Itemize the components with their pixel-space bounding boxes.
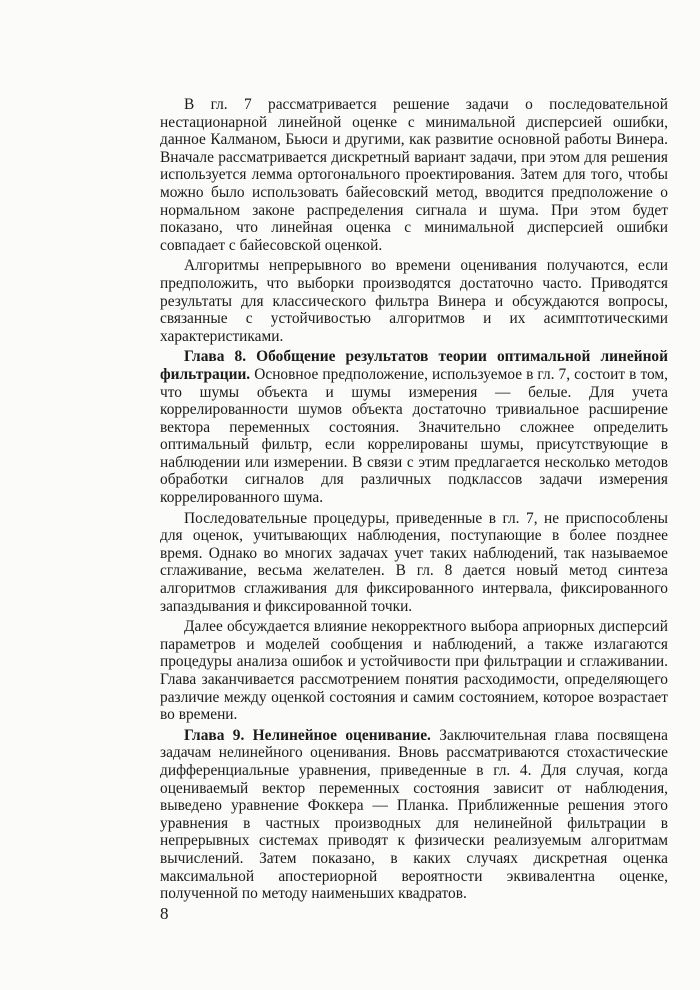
paragraph-ch9-heading: Глава 9. Нелинейное оценивание. Заключительная глава посвящена задачам нелинейного оценивания. Вновь рассматриваются стохастические дифференциальные уравнения, приведенные в гл. 4. Для случая, когда оцениваемый вектор переменных состояния зависит от наблюдения, выведено уравнение Фоккера — Планка. Приближенные решения этого уравнения в частных производных для нелинейной фильтрации в непрерывных системах приводят к физически реализуемым алгоритмам вычислений. Затем показано, в каких случаях дискретная оценка максимальной апостериорной вероятности эквивалентна оценке, полученной по методу наименьших квадратов. [160, 726, 668, 903]
paragraph-smoothing: Последовательные процедуры, приведенные в гл. 7, не приспособлены для оценок, учитывающих наблюдения, поступающие в более позднее время. Однако во многих задачах учет таких наблюдений, так называемое сглаживание, весьма желателен. В гл. 8 дается новый метод синтеза алгоритмов сглаживания для фиксированного интервала, фиксированного запаздывания и фиксированной точки. [160, 509, 668, 615]
paragraph-ch7-intro: В гл. 7 рассматривается решение задачи о последовательной нестационарной линейной оценке с минимальной дисперсией ошибки, данное Калманом, Бьюси и другими, как развитие основной работы Винера. Вначале рассматривается дискретный вариант задачи, при этом для решения используется лемма ортогонального проектирования. Затем для того, чтобы можно было использовать байесовский метод, вводится предположение о нормальном законе распределения сигнала и шума. При этом будет показано, что линейная оценка с минимальной дисперсией ошибки совпадает с байесовской оценкой. [160, 96, 668, 254]
paragraph-error-analysis: Далее обсуждается влияние некорректного выбора априорных дисперсий параметров и моделей сообщения и наблюдений, а также излагаются процедуры анализа ошибок и устойчивости при фильтрации и сглаживании. Глава заканчивается рассмотрением понятия расходимости, определяющего различие между оценкой состояния и самим состоянием, которое возрастает во времени. [160, 618, 668, 724]
chapter-8-heading: Глава 8. Обобщение результатов теории оптимальной линейной фильтрации. [160, 348, 668, 383]
paragraph-ch8-heading: Глава 8. Обобщение результатов теории оптимальной линейной фильтрации. Основное предположение, используемое в гл. 7, состоит в том, что шумы объекта и шумы измерения — белые. Для учета коррелированности шумов объекта достаточно тривиальное расширение вектора переменных состояния. Значительно сложнее определить оптимальный фильтр, если коррелированы шумы, присутствующие в наблюдении или измерении. В связи с этим предлагается несколько методов обработки сигналов для различных подклассов задачи измерения коррелированного шума. [160, 348, 668, 507]
paragraph-continuous-algorithms: Алгоритмы непрерывного во времени оценивания получаются, если предположить, что выборки производятся достаточно часто. Приводятся результаты для классического фильтра Винера и обсуждаются вопросы, связанные с устойчивостью алгоритмов и их асимптотическими характеристиками. [160, 257, 668, 345]
chapter-9-heading: Глава 9. Нелинейное оценивание. [184, 726, 431, 744]
body-text [160, 96, 668, 906]
page-number: 8 [160, 904, 169, 923]
